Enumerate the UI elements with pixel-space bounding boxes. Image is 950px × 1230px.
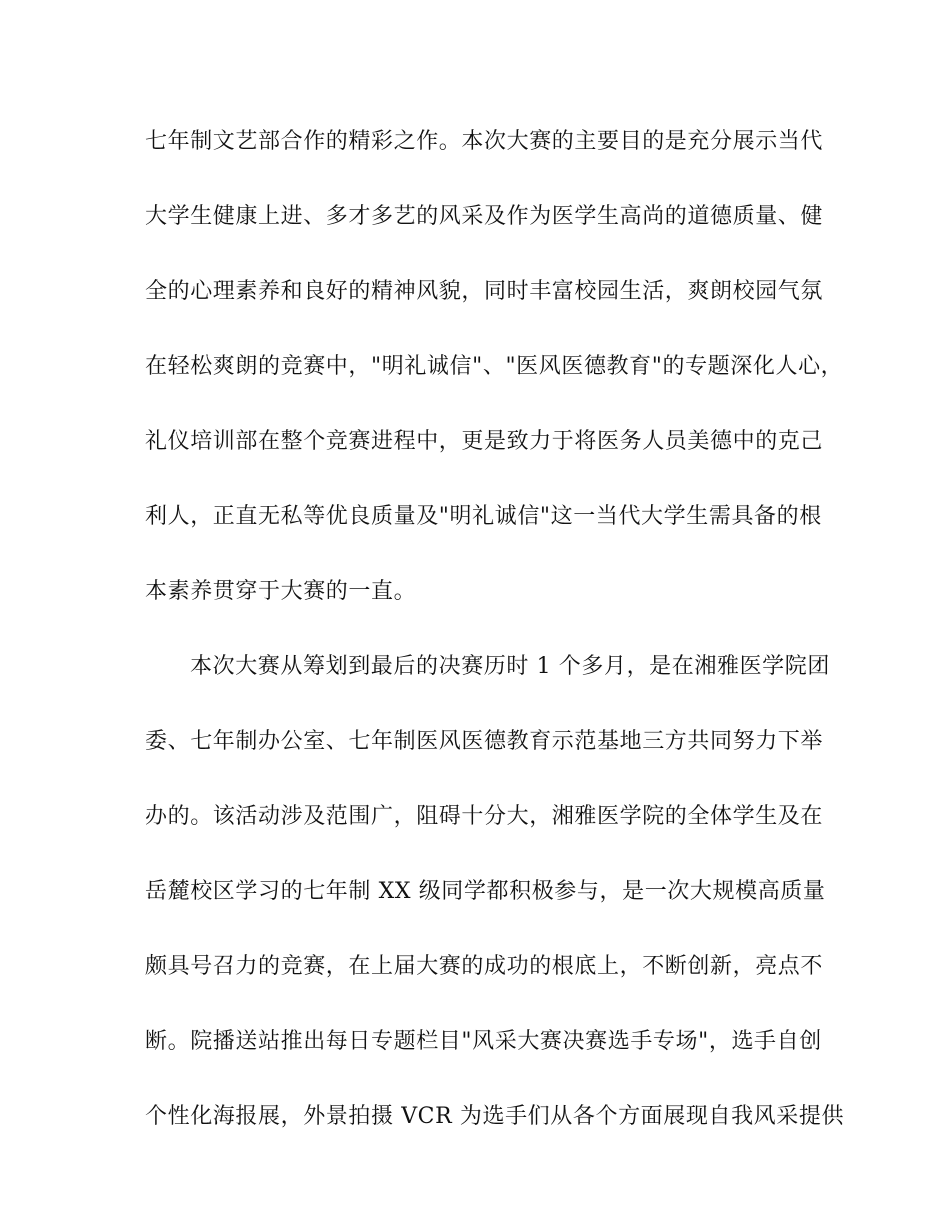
- text-line: 个性化海报展，外景拍摄 VCR 为选手们从各个方面展现自我风采提供: [145, 1104, 845, 1129]
- text-line: 全的心理素养和良好的精神风貌，同时丰富校园生活，爽朗校园气氛: [145, 279, 824, 304]
- text-line: 委、七年制办公室、七年制医风医德教育示范基地三方共同努力下举: [145, 729, 824, 754]
- text-line: 利人，正直无私等优良质量及"明礼诚信"这一当代大学生需具备的根: [145, 504, 822, 529]
- text-line: 本素养贯穿于大赛的一直。: [145, 579, 417, 604]
- text-line: 大学生健康上进、多才多艺的风采及作为医学生高尚的道德质量、健: [145, 204, 824, 229]
- text-line: 礼仪培训部在整个竞赛进程中，更是致力于将医务人员美德中的克己: [145, 429, 824, 454]
- text-line: 在轻松爽朗的竞赛中，"明礼诚信"、"医风医德教育"的专题深化人心，: [145, 354, 844, 379]
- paragraph-first-line: 本次大赛从筹划到最后的决赛历时 1 个多月，是在湘雅医学院团: [190, 654, 830, 679]
- text-line: 七年制文艺部合作的精彩之作。本次大赛的主要目的是充分展示当代: [145, 129, 824, 154]
- text-line: 颇具号召力的竞赛，在上届大赛的成功的根底上，不断创新，亮点不: [145, 954, 824, 979]
- text-line: 岳麓校区学习的七年制 XX 级同学都积极参与，是一次大规模高质量: [145, 879, 826, 904]
- text-line: 办的。该活动涉及范围广，阻碍十分大，湘雅医学院的全体学生及在: [145, 804, 824, 829]
- text-line: 断。院播送站推出每日专题栏目"风采大赛决赛选手专场"，选手自创: [145, 1029, 822, 1054]
